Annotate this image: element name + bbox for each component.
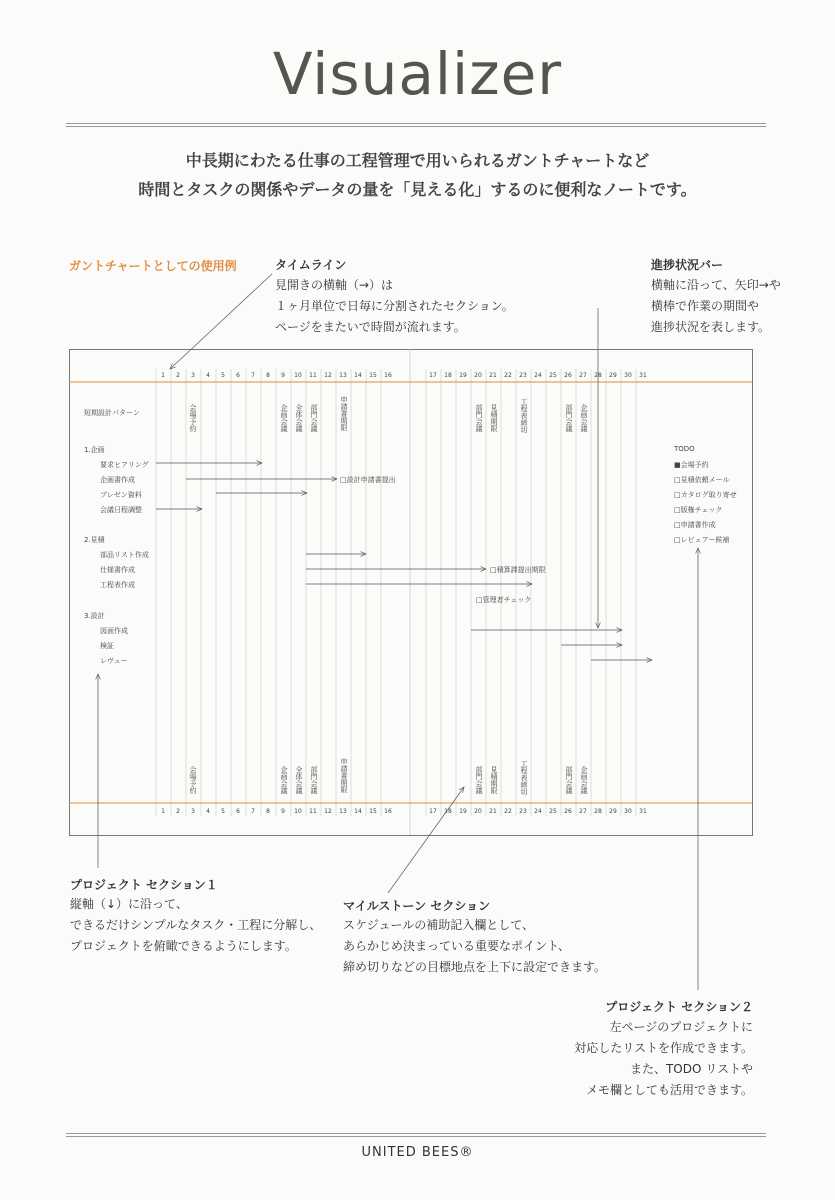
milestone-label: 部門会議 xyxy=(565,766,573,794)
day-grid xyxy=(156,349,636,835)
timeline-heading: タイムライン xyxy=(275,258,347,272)
milestone-label: 全体会議 xyxy=(295,766,303,794)
project2-line: 対応したリストを作成できます。 xyxy=(574,1041,753,1055)
timeline-line: １ヶ月単位で日毎に分割されたセクション。 xyxy=(275,299,514,313)
day-tick: 19 xyxy=(459,808,467,815)
milestone-label: 企画会議 xyxy=(280,766,288,794)
day-tick: 28 xyxy=(594,808,602,815)
day-tick: 18 xyxy=(444,808,452,815)
group-label: 1.企画 xyxy=(84,446,105,454)
bottom-rule xyxy=(66,1133,766,1137)
day-tick: 25 xyxy=(549,808,557,815)
milestone-heading: マイルストーン セクション xyxy=(343,899,491,913)
day-tick: 2 xyxy=(176,372,180,379)
project2-heading: プロジェクト セクション２ xyxy=(605,1000,753,1014)
todo-item: □申請書作成 xyxy=(674,521,716,529)
todo-title: TODO xyxy=(674,445,695,453)
day-tick: 16 xyxy=(384,372,392,379)
day-tick: 17 xyxy=(429,372,437,379)
project1-heading: プロジェクト セクション１ xyxy=(70,878,218,892)
day-tick: 4 xyxy=(206,808,210,815)
milestone-line: スケジュールの補助記入欄として、 xyxy=(343,918,535,932)
day-tick: 9 xyxy=(281,808,285,815)
day-tick: 30 xyxy=(624,808,632,815)
milestone-label: 企画会議 xyxy=(280,404,288,432)
day-tick: 10 xyxy=(294,808,302,815)
todo-item: ■会場予約 xyxy=(674,461,709,469)
day-tick: 14 xyxy=(354,372,362,379)
day-tick: 15 xyxy=(369,372,377,379)
milestone-label: 企画会議 xyxy=(580,404,588,432)
milestone-label: 部門会議 xyxy=(310,404,318,432)
day-tick: 28 xyxy=(594,372,602,379)
day-tick: 1 xyxy=(161,372,165,379)
day-tick: 26 xyxy=(564,808,572,815)
day-tick: 8 xyxy=(266,372,270,379)
milestone-line: あらかじめ決まっている重要なポイント、 xyxy=(343,939,570,953)
day-tick: 20 xyxy=(474,372,482,379)
pattern-label: 短期設計パターン xyxy=(84,409,140,417)
milestone-label: 部門会議 xyxy=(475,404,483,432)
chart-note: □設計申請書提出 xyxy=(340,476,396,484)
milestone-line: 締め切りなどの目標地点を上下に設定できます。 xyxy=(343,960,607,974)
day-tick: 30 xyxy=(624,372,632,379)
task-label: 企画書作成 xyxy=(100,476,135,484)
day-tick: 27 xyxy=(579,372,587,379)
todo-item: □見積依頼メール xyxy=(674,476,730,484)
todo-item: □レビュアー候補 xyxy=(674,536,730,544)
day-tick: 8 xyxy=(266,808,270,815)
day-tick: 3 xyxy=(191,808,195,815)
day-tick: 17 xyxy=(429,808,437,815)
timeline-line: 見開きの横軸（→）は xyxy=(275,278,394,292)
project2-line: また、TODO リストや xyxy=(629,1062,753,1076)
timeline-leader xyxy=(170,274,272,369)
milestone-label: 部門会議 xyxy=(475,766,483,794)
day-tick: 14 xyxy=(354,808,362,815)
todo-item: □版権チェック xyxy=(674,506,723,514)
day-tick: 27 xyxy=(579,808,587,815)
project2-line: 左ページのプロジェクトに xyxy=(609,1020,753,1034)
day-tick: 4 xyxy=(206,372,210,379)
project1-line: 縦軸（↓）に沿って、 xyxy=(70,897,188,911)
day-tick: 22 xyxy=(504,372,512,379)
day-tick: 23 xyxy=(519,372,527,379)
project2-text xyxy=(574,1017,753,1101)
day-tick: 25 xyxy=(549,372,557,379)
day-tick: 3 xyxy=(191,372,195,379)
day-tick: 5 xyxy=(221,808,225,815)
intro-line-1: 中長期にわたる仕事の工程管理で用いられるガントチャートなど xyxy=(185,151,650,170)
day-tick: 22 xyxy=(504,808,512,815)
day-tick: 21 xyxy=(489,808,497,815)
day-tick: 24 xyxy=(534,808,542,815)
page-title: Visualizer xyxy=(272,40,563,108)
brand-footer: UNITED BEES® xyxy=(361,1145,474,1160)
milestone-label: 申請書期限 xyxy=(340,758,348,793)
day-tick: 7 xyxy=(251,808,255,815)
task-label: 検証 xyxy=(100,642,114,650)
progress-line: 進捗状況を表します。 xyxy=(651,320,771,334)
project1-line: プロジェクトを俯瞰できるようにします。 xyxy=(70,939,297,953)
day-tick: 1 xyxy=(161,808,165,815)
milestone-label: 全体会議 xyxy=(295,404,303,432)
chart-note: □積算課提出期限 xyxy=(490,566,546,574)
day-tick: 6 xyxy=(236,808,240,815)
day-tick: 10 xyxy=(294,372,302,379)
project1-line: できるだけシンプルなタスク・工程に分解し、 xyxy=(70,918,322,932)
day-tick: 19 xyxy=(459,372,467,379)
day-tick: 11 xyxy=(309,808,317,815)
task-label: 仕様書作成 xyxy=(100,566,135,574)
day-tick: 13 xyxy=(339,808,347,815)
day-tick: 31 xyxy=(639,808,647,815)
milestone-label: 見積期限 xyxy=(490,404,498,432)
milestone-label: 見積期限 xyxy=(490,766,498,794)
day-tick: 29 xyxy=(609,808,617,815)
day-tick: 7 xyxy=(251,372,255,379)
task-label: 図面作成 xyxy=(100,627,128,635)
day-tick: 21 xyxy=(489,372,497,379)
progress-heading: 進捗状況バー xyxy=(651,258,724,272)
milestone-label: 部門会議 xyxy=(565,404,573,432)
milestone-label: 会場予約 xyxy=(189,766,197,794)
example-label: ガントチャートとしての使用例 xyxy=(69,259,237,273)
day-tick: 26 xyxy=(564,372,572,379)
task-label: プレゼン資料 xyxy=(100,491,142,499)
day-tick: 24 xyxy=(534,372,542,379)
milestone-label: 工程表締切 xyxy=(520,398,528,433)
progress-line: 横棒で作業の期間や xyxy=(651,299,760,313)
day-tick: 9 xyxy=(281,372,285,379)
day-tick: 11 xyxy=(309,372,317,379)
progress-line: 横軸に沿って、矢印→や xyxy=(651,278,781,292)
day-tick: 15 xyxy=(369,808,377,815)
day-tick: 13 xyxy=(339,372,347,379)
intro-line-2: 時間とタスクの関係やデータの量を「見える化」するのに便利なノートです。 xyxy=(138,180,697,199)
project2-line: メモ欄としても活用できます。 xyxy=(585,1083,753,1097)
day-tick: 20 xyxy=(474,808,482,815)
day-tick: 18 xyxy=(444,372,452,379)
todo-item: □カタログ取り寄せ xyxy=(674,491,737,499)
milestone-label: 企画会議 xyxy=(580,766,588,794)
milestone-label: 申請書期限 xyxy=(340,396,348,431)
task-label: 工程表作成 xyxy=(100,581,135,589)
task-label: 会議日程調整 xyxy=(100,506,142,514)
day-tick: 16 xyxy=(384,808,392,815)
chart-note: □管理者チェック xyxy=(476,596,532,604)
group-label: 3.設計 xyxy=(84,612,105,620)
day-tick: 12 xyxy=(324,808,332,815)
task-label: 要求ヒアリング xyxy=(100,461,149,469)
day-tick: 5 xyxy=(221,372,225,379)
task-label: レヴュー xyxy=(100,657,128,665)
milestone-text xyxy=(343,915,606,978)
milestone-label: 会場予約 xyxy=(189,404,197,432)
day-tick: 12 xyxy=(324,372,332,379)
day-tick: 23 xyxy=(519,808,527,815)
group-label: 2.見積 xyxy=(84,536,105,544)
milestone-label: 工程表締切 xyxy=(520,760,528,795)
day-tick: 29 xyxy=(609,372,617,379)
milestone-label: 部門会議 xyxy=(310,766,318,794)
project1-text xyxy=(70,894,321,957)
timeline-line: ページをまたいで時間が流れます。 xyxy=(275,320,466,334)
day-tick: 2 xyxy=(176,808,180,815)
task-label: 部品リスト作成 xyxy=(100,551,149,559)
day-tick: 6 xyxy=(236,372,240,379)
day-tick: 31 xyxy=(639,372,647,379)
